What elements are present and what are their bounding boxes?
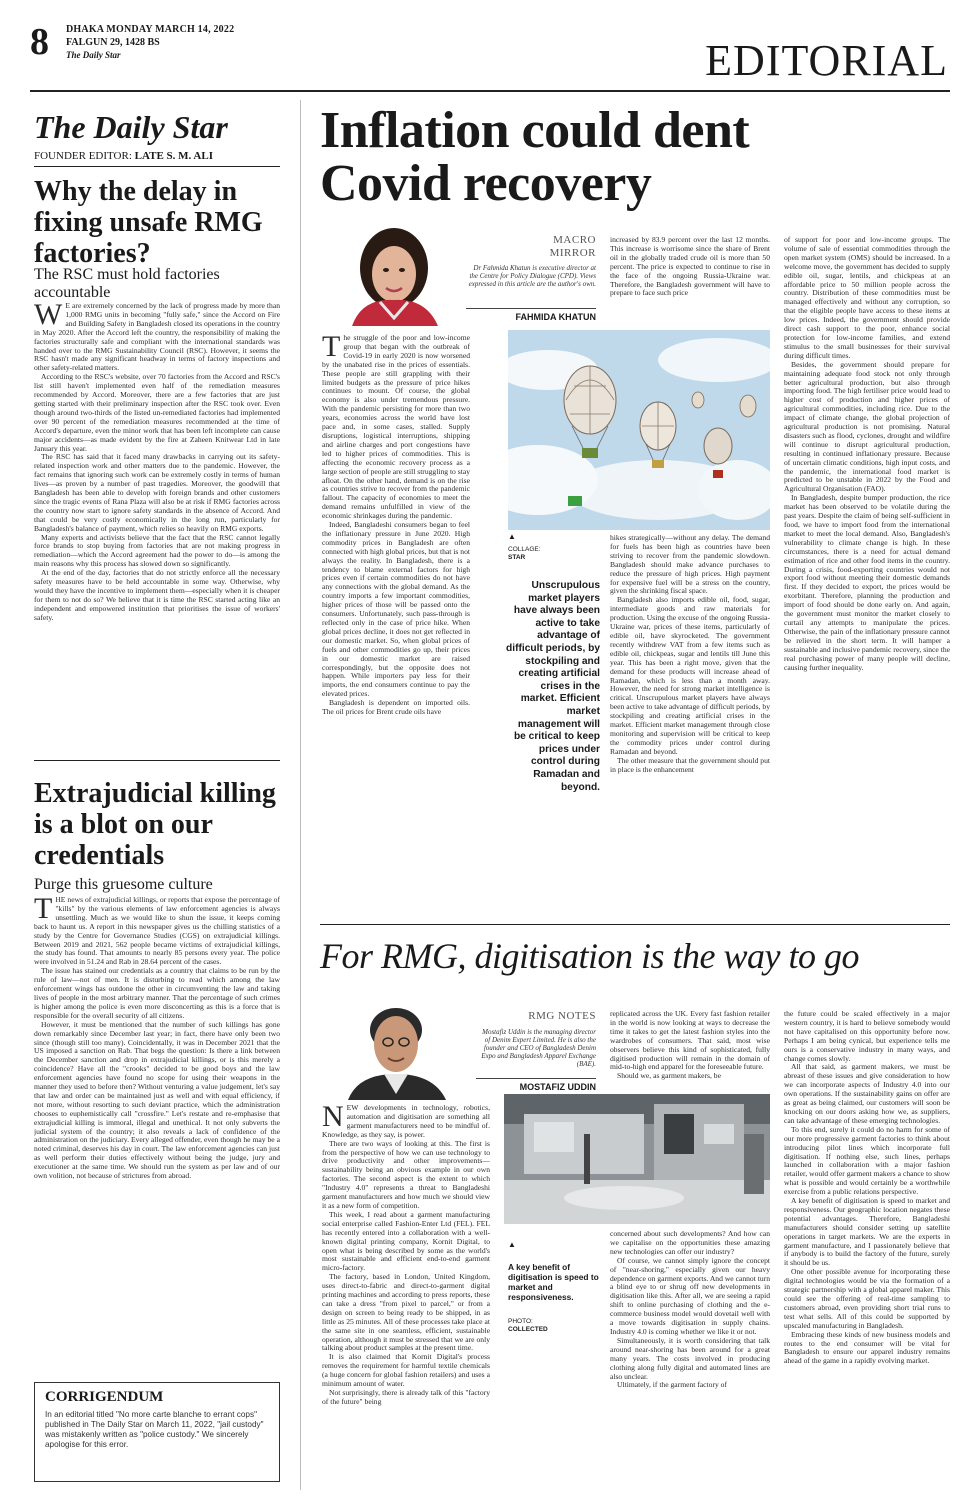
editorial1-paragraph: E are extremely concerned by the lack of progress made by more than 1,000 RMG units in becoming "fully safe," since the Accord on Fire and Building Safety in Bangladesh closed its operations in the country in May 2020. After the Accord left the country, the responsibility of making the factories structurally safe and compliant with the international standards was handed over to the RMG Sustainability Council (RSC). However, it seems the RSC hasn't made any significant headway in terms of factory inspections and other safety-related matters. bbox=[34, 302, 280, 373]
article2-col3 bbox=[784, 1010, 950, 1496]
article1-author-bio: Dr Fahmida Khatun is executive director at the Centre for Policy Dialogue (CPD). Views expressed in this article are the author's own. bbox=[468, 264, 596, 288]
article2-author-name: MOSTAFIZ UDDIN bbox=[519, 1082, 596, 1092]
editorial1-paragraph: Many experts and activists believe that the fact that the RSC cannot legally force brands to stop buying from factories that are not making progress in remediation—which the Accord agreement had the power to do—is among the main reasons why this process has slowed down so significantly. bbox=[34, 532, 280, 569]
editorial1-paragraph: The RSC has said that it faced many drawbacks in carrying out its safety-related inspection work and other matters due to the pandemic. However, the fact remains that ignoring such work can be extremely costly in terms of human lives—as proven by a number of past tragedies. Moreover, the goodwill that Bangladesh has been able to develop with foreign brands and other customers since the tragic events of Rana Plaza will also be at risk if RMG factories across the country now start to ignore safety standards in the absence of Accord. And that could be very costly economically in the long run, particularly for Bangladesh's balance of payment, which relies so heavily on RMG exports. bbox=[34, 452, 280, 533]
article1-col3 bbox=[784, 236, 950, 916]
article2-paragraph: A key benefit of digitisation is speed to market and responsiveness. Our geographic location negates these potential advantages. Therefore, Bangladeshi manufacturers should consider setting up satellite operations in target markets. We are the experts in garment manufacture, and I passionately believe that if anybody is to build the factory of the future, surely it should be us. bbox=[784, 1196, 950, 1268]
editorial1-body bbox=[34, 302, 280, 750]
article2-paragraph: Should we, as garment makers, be bbox=[617, 1071, 721, 1081]
small-logo: The Daily Star bbox=[66, 50, 121, 60]
founder-line bbox=[34, 150, 280, 162]
article-divider bbox=[320, 924, 950, 925]
article1-author-name: FAHMIDA KHATUN bbox=[515, 312, 596, 322]
founder-name: LATE S. M. ALI bbox=[134, 150, 213, 162]
article1-paragraph: hikes strategically—without any delay. The demand for fuels has been high as countries have been striving to recover from the pandemic slowdown. Bangladesh should make advance purchases to reduce the pressure of high prices. High payment for expensive fuel will be a stress on the country, given the shrinking fiscal space. bbox=[610, 534, 770, 596]
editorial2-paragraph: However, it must be mentioned that the number of such killings has gone down remarkably since December last year; in fact, there have only been two since (though still too many). Coincidentally, it was in December 2021 that the US imposed a sanction on Rab. That begs the question: Is there a link between the December sanction and drop in extrajudicial killings, or is this merely a coincidence? Have all the "crooks" decided to be good boys and the law enforcement agencies have found no scope for using their weapons in the manner they used to before then? Without venturing a value judgement, let's say that law and order can be maintained just as well and with equal efficiency, if not more, without resorting to such deviant practice, which the administration chooses to euphemistically call "crossfire." Let's restate and re-emphasise that extrajudicial killing is immoral, illegal and unethical. It not only subverts the judicial system of the country; it also reveals a lack of confidence of the administration on the judiciary. Every alleged offender, even though he may be a noted criminal, deserves his day in court. The law enforcement agencies can just as well perform their duties effectively without being the judge, jury and executioner at the same time. We should run the system as per law and of our own volition, not because of strictures from abroad. bbox=[34, 1019, 280, 1181]
article2-paragraph: It is also claimed that Kornit Digital's process removes the requirement for harmful textile chemicals (a huge concern for global fashion retailers) and uses a minimum amount of water. bbox=[322, 1352, 490, 1389]
article2-headline: For RMG, digitisation is the way to go bbox=[320, 936, 859, 976]
factory-machine-photo bbox=[504, 1094, 770, 1224]
corrigendum-text: In an editorial titled "No more carte blanche to errant cops" published in The Daily Star on March 11, 2022, "jail custody" was mistakenly written as "police custody." We sincerely apologise for this error. bbox=[45, 1410, 264, 1449]
header-rule bbox=[30, 90, 950, 92]
corrigendum-title: CORRIGENDUM bbox=[45, 1389, 164, 1405]
author1-portrait bbox=[322, 222, 462, 326]
article2-caption: A key benefit of digitisation is speed to market and responsiveness. bbox=[508, 1262, 599, 1302]
editorial1-headline: Why the delay in fixing unsafe RMG factories? bbox=[34, 176, 263, 269]
article2-paragraph: Simultaneously, it is worth considering that talk around near-shoring has been around for a great many years. The costs involved in producing clothing along fully digital and automated lines are also unclear. bbox=[610, 1335, 770, 1381]
editorial2-subhead: Purge this gruesome culture bbox=[34, 876, 213, 893]
article2-dropcap: N bbox=[322, 1104, 344, 1133]
article2-col2-top bbox=[610, 1010, 770, 1092]
editorial2-dropcap: T bbox=[34, 896, 53, 925]
photo-credit-label: PHOTO: bbox=[508, 1318, 533, 1325]
editorial2-paragraph: HE news of extrajudicial killings, or reports that expose the percentage of "kills" by the various elements of law enforcement agencies is always unsettling. Much as we would like to shun the issue, it keeps coming back to haunt us. A report in this newspaper gives us the chilling statistics of a study by the Centre for Governance Studies (CGS) on extrajudicial killings. Between 2019 and 2021, 562 people became victims of extrajudicial killings, the study has found. That amounts to nearly 85 persons every year. The police were involved in 51.24 and Rab in 28.64 percent of the cases. bbox=[34, 896, 280, 967]
article1-dropcap: T bbox=[322, 334, 341, 363]
article1-col1 bbox=[322, 334, 470, 914]
editorial2-headline: Extrajudicial killing is a blot on our credentials bbox=[34, 778, 276, 871]
article2-paragraph: There are two ways of looking at this. The first is from the perspective of how we can use technology to drive productivity and other improvements—sustainability being an obvious example in our own factories. The second aspect is the extent to which "Industry 4.0" represents a threat to Bangladeshi garment manufacturers and how much we should view it as a new form of competition. bbox=[322, 1138, 490, 1210]
article2-author-bio: Mostafiz Uddin is the managing director of Denim Expert Limited. He is also the founder and CEO of Bangladesh Denim Expo and Bangladesh Apparel Exchange (BAE). bbox=[481, 1028, 596, 1068]
article2-paragraph: concerned about such developments? And how can we capitalise on the opportunities these amazing new technologies can offer our industry? bbox=[610, 1230, 770, 1256]
article2-col2-bottom bbox=[610, 1230, 770, 1492]
editorial1-paragraph: At the end of the day, factories that do not strictly enforce all the necessary safety measures have to be held accountable in some way. Otherwise, why would they have the incentive to implement them—especially when it is cheaper for them to not do so? We believe that it is time the RSC started acting like an independent and empowered institution that prioritises the issue of workers' safety. bbox=[34, 568, 280, 622]
editorial1-dropcap: W bbox=[34, 302, 63, 331]
bangla-date: FALGUN 29, 1428 BS bbox=[66, 37, 160, 48]
corrigendum-box bbox=[34, 1382, 280, 1482]
collage-caption-credit: STAR bbox=[508, 554, 526, 561]
collage-caption-label: COLLAGE: bbox=[508, 546, 541, 553]
column-divider bbox=[300, 100, 301, 1490]
article2-photo-credit bbox=[508, 1318, 548, 1334]
editorial1-subhead: The RSC must hold factories accountable bbox=[34, 266, 220, 301]
article1-col2-top bbox=[610, 236, 770, 326]
article2-paragraph: Ultimately, if the garment factory of bbox=[617, 1380, 727, 1390]
article2-paragraph: Of course, we cannot simply ignore the concept of "near-shoring," especially given our heavy dependence on garment exports. And we cannot turn a blind eye to or shrug off new developments in digitisation like this. After all, we are seeing a rapid shift to online purchasing of clothing and the e-commerce business model would dovetail well with a move towards digitisation in supply chains. Industry 4.0 is coming whether we like it or not. bbox=[610, 1255, 770, 1336]
article1-column-label: MACRO MIRROR bbox=[549, 234, 596, 259]
caption-arrow-icon: ▲ bbox=[508, 532, 516, 541]
article1-paragraph: In Bangladesh, despite bumper production, the rice market has been observed to be volatile during the past years. Despite the claim of being self-sufficient in food, we have to import food from the international market to meet the local demand. Also, Bangladesh's vulnerability to climate change is high. In these circumstances, there is a need for actual demand estimation of rice and other food items in the country. During a crisis, food-exporting countries would not export food without meeting their domestic demands first. If they decided to export, the prices would be exorbitant. Therefore, planning the production and import of food should be done early on. And again, the government must monitor the market closely to curtail any attempts to manipulate the prices. Otherwise, the pain of the inflationary pressure cannot be relieved in the short term. It will hamper a sustainable and inclusive pandemic recovery, since the real purchasing power of many people will decline, causing further inequality. bbox=[784, 493, 950, 672]
article1-paragraph: Bangladesh is dependent on imported oils. The oil prices for Brent crude oils have bbox=[322, 698, 470, 717]
article2-paragraph: To this end, surely it could do no harm for some of our more progressive garment factories to think about introducing pilot lines which incorporate full digitisation. If nothing else, such lines, perhaps launched in collaboration with a major fashion retailer, would offer garment makers a chance to show what is possible and would certainly be a worthwhile exercise from a public relations perspective. bbox=[784, 1124, 950, 1197]
editorial2-body bbox=[34, 896, 280, 1376]
author1-rule bbox=[466, 308, 596, 309]
founder-rule bbox=[34, 166, 280, 167]
article1-paragraph: Besides, the government should prepare for maintaining adequate food stock not only through better agricultural production, but also through importing food. The high fertiliser price would lead to higher cost of production and higher prices of agricultural commodities, including rice. Due to the impact of climate change, the global projection of agricultural production is not promising. Natural disasters such as flood, cyclones, drought and wildfire will continue to disrupt agricultural production, resulting in continued inflationary pressure. Because of uncertain climatic conditions, high input costs, and the pandemic, the international food market is predicted to be unstable in 2022 by the Food and Agricultural Organisation (FAO). bbox=[784, 359, 950, 494]
article1-paragraph: he struggle of the poor and low-income group that began with the outbreak of Covid-19 in early 2020 is now worsened by the unabated rise in the prices of essentials. These people are still grappling with their limited budgets as the pressure of price hikes continues to mount. Of course, the global economy is also under tremendous pressure. With the pandemic persisting for more than two years, economies across the world have lost pace and, in some cases, stalled. Supply disruptions, logistical interruptions, shipping and airline charges and port congestions have led to higher prices of commodities. This is affecting the economic recovery process as a large section of people are still struggling to stay afloat. On the other hand, demand is on the rise as countries strive to recover from the pandemic fallout. The capacity of economies to meet the demand remains unfulfilled in view of the economic shrinkages during the pandemic. bbox=[322, 334, 470, 521]
masthead-logo: The Daily Star bbox=[34, 109, 228, 145]
article2-paragraph: All that said, as garment makers, we must be abreast of these issues and give consideration to how we can incorporate aspects of Industry 4.0 into our own operations. If the sustainability gains on offer are as great as being claimed, our customers will soon be knocking on our doors asking how we, as suppliers, can take advantage of these emerging technologies. bbox=[784, 1062, 950, 1125]
editorial-divider bbox=[34, 760, 280, 761]
balloon-collage bbox=[508, 330, 770, 530]
page-number: 8 bbox=[30, 21, 49, 63]
article1-paragraph: of support for poor and low-income groups. The volume of sale of essential commodities through the open market system (OMS) should be increased. In a welcome move, the government has decided to supply edible oil, sugar, lentils, and chickpeas at an affordable price to 50 million people across the country. Distribution of these commodities must be managed effectively and without any corruption, so that the eligible people have access to these items at low prices. Indeed, the government should provide direct cash support to the poor, enhance social protection for low-income families, and extend stimulus to the small businesses for their survival during difficult times. bbox=[784, 236, 950, 360]
article2-paragraph: Not surprisingly, there is already talk of this "factory of the future" being bbox=[322, 1388, 490, 1406]
caption-arrow-icon: ▲ bbox=[508, 1240, 516, 1249]
article2-paragraph: the future could be scaled effectively in a major western country, it is hard to believe somebody would not have capitalised on this opportunity before now. Perhaps I am being cynical, but experience tells me ours is a conservative industry in many ways, and change comes slowly. bbox=[784, 1010, 950, 1063]
article2-paragraph: Embracing these kinds of new business models and routes to the end consumer will be vital for Bangladesh to ensure our apparel industry remains ahead of the game in a rapidly evolving market. bbox=[784, 1329, 950, 1366]
article1-headline: Inflation could dent Covid recovery bbox=[320, 102, 750, 212]
article2-paragraph: The factory, based in London, United Kingdom, uses direct-to-fabric and direct-to-garment digital printing machines and according to press reports, these can take a dress "from pixel to parcel," or from a design on screen to being ready to be shipped, in as little as 25 minutes. All of these processes take place at the same site in one seamless, efficient, sustainable operation, although it must be stressed that we are only talking about product samples at the present time. bbox=[322, 1272, 490, 1353]
article2-col1 bbox=[322, 1104, 490, 1498]
article2-paragraph: This week, I read about a garment manufacturing social enterprise called Fashion-Enter Ltd (FEL). FEL has recently entered into a collaboration with a well-known digital printing company, Kornit Digital, to open what is being described by some as the world's most sustainable and efficient end-to-end garment micro-factory. bbox=[322, 1209, 490, 1273]
article1-col2-bottom bbox=[610, 534, 770, 916]
founder-label: FOUNDER EDITOR: bbox=[34, 150, 132, 162]
article2-paragraph: EW developments in technology, robotics, automation and digitisation are something all garment manufacturers need to be mindful of. Knowledge, as they say, is power. bbox=[322, 1104, 490, 1139]
editorial1-paragraph: According to the RSC's website, over 70 factories from the Accord and RSC's list still haven't implemented even half of the remediation measures recommended by Accord. Moreover, there are a few factories that are just getting started with their preliminary inspection after the RSC took over. Even though around two-thirds of the listed un-remediated factories had implemented over 90 percent of the remediation measures recommended at the time of Accord's departure, even the minor work that has been left incomplete can cause major accidents—as made evident by the fire at Zaheen Knitwear Ltd in late January this year. bbox=[34, 372, 280, 453]
article1-paragraph: The other measure that the government should put in place is the enhancement bbox=[610, 755, 770, 774]
dateline: DHAKA MONDAY MARCH 14, 2022 bbox=[66, 24, 235, 35]
article1-paragraph: Bangladesh also imports edible oil, food, sugar, intermediate goods and raw materials for production. Using the excuse of the ongoing Russia-Ukraine war, prices of these items, particularly of edible oil, have skyrocketed. The government recently withdrew VAT from a few items such as edible oil, chickpeas, sugar and lentils till June this year. This has been a right move, given that the demand for these products will increase ahead of Ramadan, which is less than a month away. However, the need for strong market intelligence is critical. Unscrupulous market players have always been active to take advantage of difficult periods, by stockpiling and creating artificial crises in the market. Efficient market management through close monitoring and supervision will be critical to keep the commodity prices under control during Ramadan and beyond. bbox=[610, 595, 770, 756]
author2-portrait bbox=[322, 994, 472, 1100]
article1-pullquote: Unscrupulous market players have always been active to take advantage of difficult periods, by stockpiling and creating artificial crises in the market. Efficient market management will be critical to keep prices under control during Ramadan and beyond. bbox=[506, 580, 600, 793]
section-title: EDITORIAL bbox=[705, 36, 948, 85]
article1-paragraph: Indeed, Bangladeshi consumers began to feel the inflationary pressure in June 2020. High commodity prices in Bangladesh are often connected with high global prices, but that is not always the reality. In Bangladesh, there is a tendency to blame external factors for high prices even if certain commodities do not have any connections with the global demand. As the country imports a few important commodities, higher prices of those will be passed onto the consumers. Unfortunately, such pass-through is reflected only in the case of price hike. When global prices decline, it does not get reflected in our domestic market. So, when global prices of fuels and other commodities go up, their prices in our domestic market are raised correspondingly, but the opposite does not happen. While importers pay less for their imports, the end consumers continue to pay the elevated prices. bbox=[322, 520, 470, 699]
article1-paragraph: increased by 83.9 percent over the last 12 months. This increase is worrisome since the share of Brent oil in the globally traded crude oil is more than 50 percent. The price is expected to continue to rise in the face of the ongoing Russia-Ukraine war. Therefore, the Bangladesh government will have to prepare to face such price bbox=[610, 236, 770, 298]
collage-caption bbox=[508, 546, 541, 562]
article2-paragraph: One other possible avenue for incorporating these digital technologies would be via the formation of a strategic partnership with a global apparel maker. This could see the offering of real-time sampling to customers abroad, even providing short trial runs to test what sells. All of this could be supported by upscaled manufacturing in Bangladesh. bbox=[784, 1267, 950, 1330]
editorial2-paragraph: The issue has stained our credentials as a country that claims to be run by the rule of law—not of men. It is disturbing to read which among the law enforcement wings has outdone the other in circumventing the law and taking lives of people in the most arbitrary manner. That the percentage of such crimes is higher among the police is even more disconcerting as this is a force that is responsible for the overall security of all citizens. bbox=[34, 966, 280, 1020]
photo-credit-name: COLLECTED bbox=[508, 1326, 548, 1333]
author2-rule bbox=[476, 1078, 596, 1079]
article2-column-label: RMG NOTES bbox=[528, 1010, 596, 1022]
article2-paragraph: replicated across the UK. Every fast fashion retailer in the world is now looking at ways to decrease the time it takes to get the latest fashion styles into the wardrobes of consumers. That said, most wise observers believe this kind of sophisticated, fully digitised production will remain in the domain of mid-to-high end apparel for the foreseeable future. bbox=[610, 1010, 770, 1072]
